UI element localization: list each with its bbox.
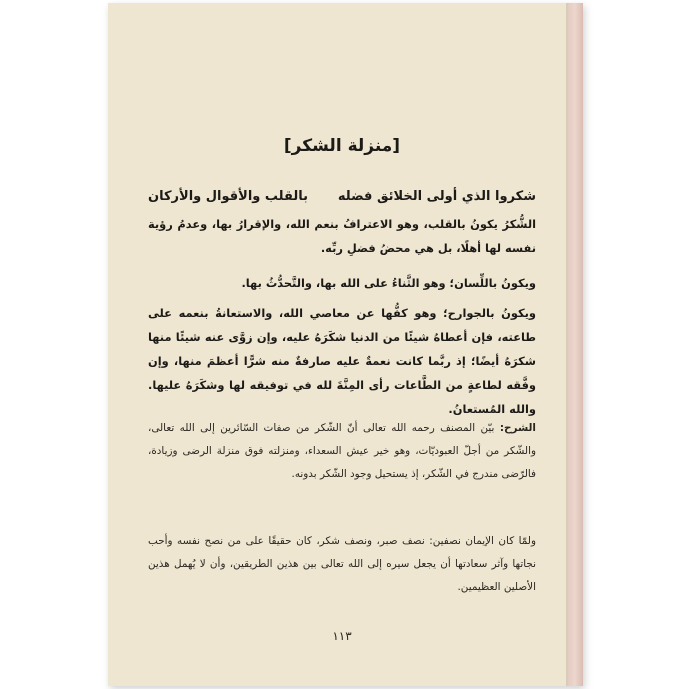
chapter-title: [منزلة الشكر] <box>283 136 401 156</box>
commentary-paragraph: ولمّا كان الإيمان نصفين: نصف صبر، ونصف شكر، كان حقيقًا على من نصح نفسه وأحب نجاتها وآثر سعادتها أن يجعل سيره إلى الله تعالى بين هذين الطريقين، وأن لا يُهمل هذين الأصلين العظيمين. <box>148 535 536 593</box>
poem-verse <box>148 185 536 209</box>
commentary-text: بيّن المصنف رحمه الله تعالى أنّ الشّكر من صفات السّائرين إلى الله تعالى، والشّكر من أجلّ العبوديّات، وهو خير عيش السعداء، ومنزلته فوق منزلة الرضى وزيادة، فالرّضى مندرج في الشّكر، إذ يستحيل وجود الشّكر بدونه. <box>148 422 536 480</box>
commentary-paragraph <box>148 417 536 486</box>
page-content <box>148 3 536 686</box>
page-number: ١١٣ <box>332 629 352 643</box>
book-cover-edge <box>568 3 583 686</box>
matn-paragraph: ويكونُ باللِّسان؛ وهو الثَّناءُ على الله بها، والتَّحدُّثُ بها. <box>241 276 536 290</box>
book <box>108 3 583 686</box>
book-page <box>108 3 568 686</box>
matn-paragraph: ويكونُ بالجوارح؛ وهو كفُّها عن معاصي الله، والاستعانةُ بنعمه على طاعته، فإن أعطاهُ شيئًا من الدنيا شكَرَهُ عليه، وإن زوَّى عنه شيئًا منها شكرَهُ أيضًا؛ إذ ربَّما كانت نعمةٌ عليه صارفةٌ منه شرًّا أعظمَ منها، وإن وفَّقه لطاعةٍ من الطَّاعات رأى المِنَّةَ لله في توفيقه لها وشكَرَهُ عليها. والله المُستعانُ. <box>148 306 536 416</box>
verse-first-hemistich: شكروا الذي أولى الخلائق فضله <box>337 189 536 204</box>
verse-second-hemistich: بالقلب والأقوال والأركان <box>148 189 308 204</box>
matn-paragraph: الشُّكرُ يكونُ بالقلب، وهو الاعترافُ بنعم الله، والإقرارُ بها، وعدمُ رؤية نفسه لها أهلًا، بل هي محضُ فضلِ ربِّه. <box>148 217 536 255</box>
commentary-label: الشرح: <box>499 422 536 434</box>
